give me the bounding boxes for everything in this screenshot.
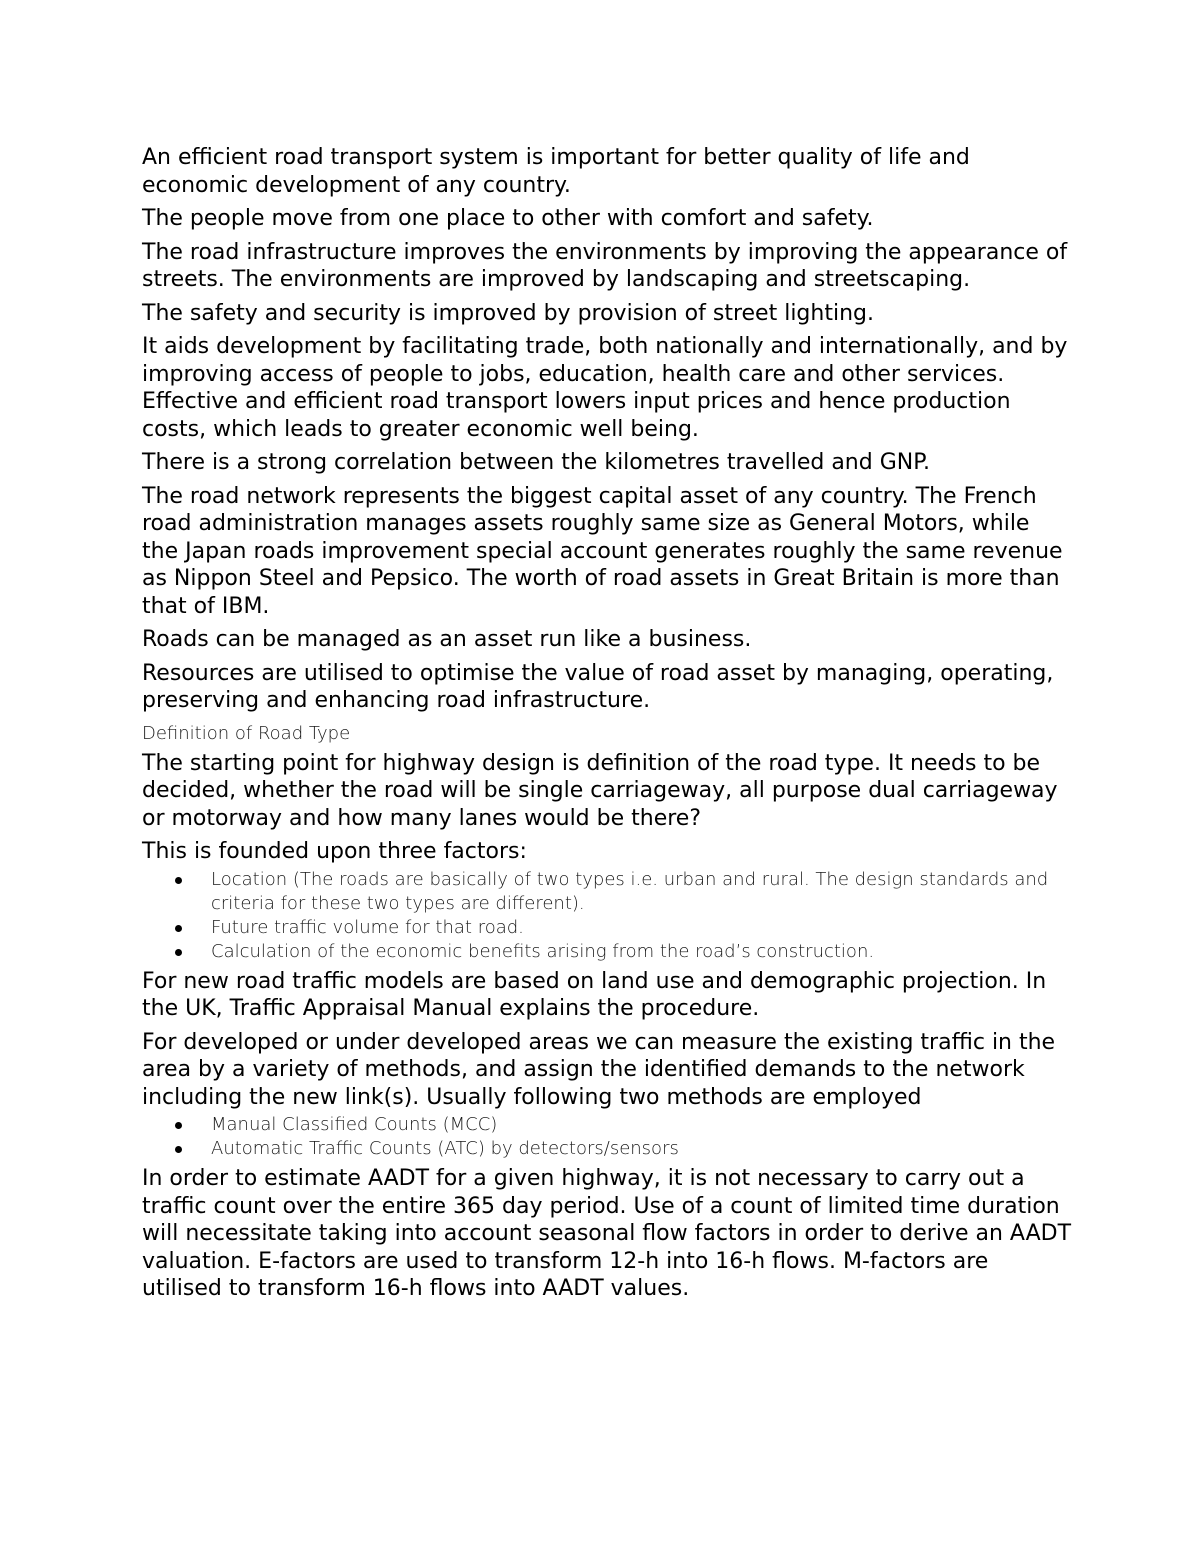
list-item [142, 916, 1072, 940]
bullet-icon [175, 877, 182, 884]
list-item-text: Automatic Traffic Counts (ATC) by detectors/sensors [211, 1138, 679, 1159]
list-item-text: Location (The roads are basically of two types i.e. urban and rural. The design standards and criteria for these two types are different). [211, 868, 1049, 914]
factors-list [142, 868, 1072, 964]
list-item-text: Manual Classified Counts (MCC) [211, 1114, 498, 1135]
list-item-text: Future traffic volume for that road. [211, 916, 524, 938]
section-heading: Definition of Road Type [142, 722, 351, 744]
paragraph: The starting point for highway design is definition of the road type. It needs to be decided, whether the road will be single carriageway, all purpose dual carriageway or motorway and how many lanes would be there? [142, 750, 1058, 831]
paragraph: In order to estimate AADT for a given highway, it is not necessary to carry out a traffic count over the entire 365 day period. Use of a count of limited time duration will necessitate taking into account seasonal flow factors in order to derive an AADT valuation. E-factors are used to transform 12-h into 16-h flows. M-factors are utilised to transform 16-h flows into AADT values. [142, 1166, 1072, 1301]
paragraph: There is a strong correlation between the kilometres travelled and GNP. [142, 450, 931, 475]
paragraph: The road network represents the biggest capital asset of any country. The French road administration manages assets roughly same size as General Motors, while the Japan roads improvement special account generates roughly the same revenue as Nippon Steel and Pepsico. The worth of road assets in Great Britain is more than that of IBM. [142, 483, 1063, 619]
paragraph: For new road traffic models are based on land use and demographic projection. In the UK, Traffic Appraisal Manual explains the procedure. [142, 968, 1047, 1021]
paragraph: An efficient road transport system is important for better quality of life and economic development of any country. [142, 145, 970, 198]
list-item [142, 1113, 1072, 1137]
paragraph: This is founded upon three factors: [142, 839, 527, 864]
methods-list [142, 1113, 1072, 1161]
bullet-icon [175, 1146, 182, 1153]
paragraph: The road infrastructure improves the environments by improving the appearance of streets. The environments are improved by landscaping and streetscaping. [142, 239, 1068, 292]
list-item-text: Calculation of the economic benefits arising from the road’s construction. [211, 940, 875, 962]
paragraph: The safety and security is improved by provision of street lighting. [142, 300, 874, 326]
bullet-icon [175, 949, 182, 956]
bullet-icon [175, 1122, 182, 1129]
list-item [142, 1137, 1072, 1161]
bullet-icon [175, 925, 182, 932]
paragraph: The people move from one place to other with comfort and safety. [142, 206, 874, 231]
list-item [142, 868, 1072, 916]
paragraph: Resources are utilised to optimise the value of road asset by managing, operating, preserving and enhancing road infrastructure. [142, 660, 1054, 713]
paragraph: It aids development by facilitating trade, both nationally and internationally, and by improving access of people to jobs, education, health care and other services. Effective and efficient road transport lowers input prices and hence production costs, which leads to greater economic well being. [142, 334, 1068, 442]
paragraph: For developed or under developed areas we can measure the existing traffic in the area by a variety of methods, and assign the identified demands to the network including the new link(s). Usually following two methods are employed [142, 1029, 1056, 1110]
document-page [142, 144, 1072, 1309]
list-item [142, 940, 1072, 964]
paragraph: Roads can be managed as an asset run like a business. [142, 627, 752, 652]
